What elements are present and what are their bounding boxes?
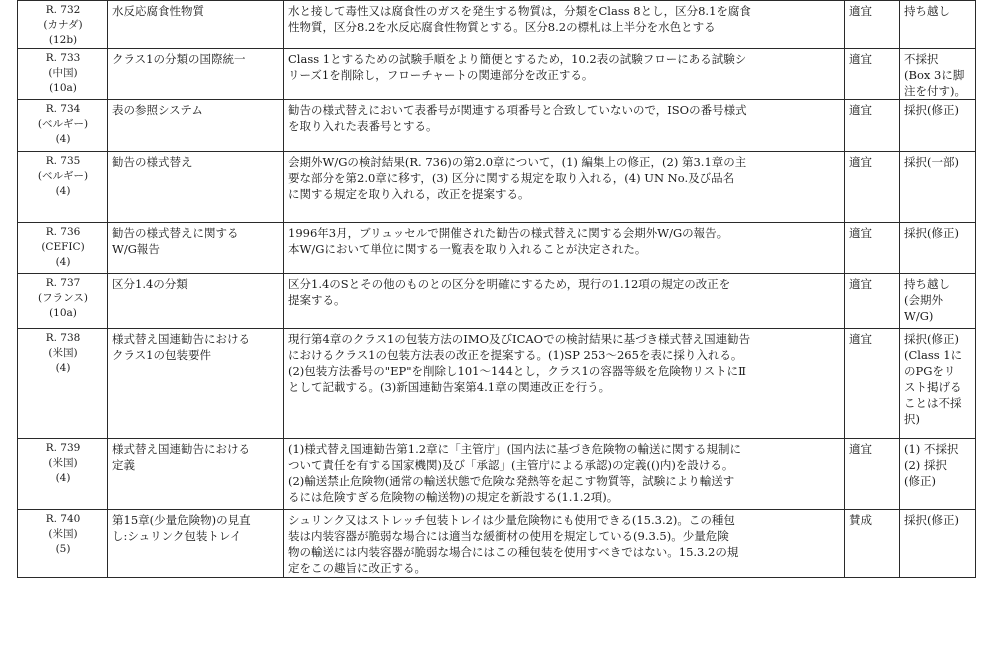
table-row bbox=[18, 329, 976, 439]
proposal-number: R. 732 bbox=[45, 4, 81, 16]
proposal-id-cell bbox=[18, 439, 108, 510]
proposer: (フランス) bbox=[38, 292, 88, 304]
position-cell: 適宜 bbox=[845, 100, 900, 152]
content-cell: 勧告の様式替えにおいて表番号が関連する項番号と合致していないので，ISOの番号様式 を取り入れた表番号とする。 bbox=[284, 100, 845, 152]
position-cell: 賛成 bbox=[845, 510, 900, 578]
result-cell: 採択(一部) bbox=[900, 152, 976, 223]
agenda-item: (4) bbox=[55, 185, 71, 197]
subject-cell: 勧告の様式替え bbox=[108, 152, 284, 223]
table-row bbox=[18, 439, 976, 510]
content-cell: 会期外W/Gの検討結果(R. 736)の第2.0章について，(1) 編集上の修正，(2) 第3.1章の主 要な部分を第2.0章に移す，(3) 区分に関する規定を取り入れる，(4) UN No.及び品名 に関する規定を取り入れる，改正を提案する。 bbox=[284, 152, 845, 223]
subject-cell: 表の参照システム bbox=[108, 100, 284, 152]
subject-cell: 区分1.4の分類 bbox=[108, 274, 284, 329]
table-row bbox=[18, 49, 976, 100]
proposal-id-cell bbox=[18, 274, 108, 329]
proposer: (CEFIC) bbox=[41, 241, 85, 253]
agenda-item: (4) bbox=[55, 472, 71, 484]
proposal-number: R. 733 bbox=[45, 52, 81, 64]
result-cell: 採択(修正) bbox=[900, 100, 976, 152]
subject-cell: 勧告の様式替えに関する W/G報告 bbox=[108, 223, 284, 274]
position-cell: 適宜 bbox=[845, 152, 900, 223]
agenda-item: (4) bbox=[55, 362, 71, 374]
table-row bbox=[18, 510, 976, 578]
proposal-number: R. 735 bbox=[45, 155, 81, 167]
proposal-table bbox=[17, 0, 976, 578]
content-cell: 現行第4章のクラス1の包装方法のIMO及びICAOでの検討結果に基づき様式替え国連勧告 におけるクラス1の包装方法表の改正を提案する。(1)SP 253～265を表に採り入れる。 (2)包装方法番号の"EP"を削除し101～144とし，クラス1の容器等級を危険物リストにⅡ として記載する。(3)新国連勧告案第4.1章の関連改正を行う。 bbox=[284, 329, 845, 439]
proposer: (中国) bbox=[48, 67, 78, 79]
result-cell: 不採択 (Box 3に脚 注を付す)。 bbox=[900, 49, 976, 100]
position-cell: 適宜 bbox=[845, 223, 900, 274]
position-cell: 適宜 bbox=[845, 1, 900, 49]
proposer: (ベルギー) bbox=[37, 118, 89, 130]
table-row bbox=[18, 223, 976, 274]
position-cell: 適宜 bbox=[845, 49, 900, 100]
table-row bbox=[18, 152, 976, 223]
proposer: (米国) bbox=[48, 528, 78, 540]
proposal-id-cell bbox=[18, 152, 108, 223]
content-cell: 区分1.4のSとその他のものとの区分を明確にするため，現行の1.12項の規定の改正を 提案する。 bbox=[284, 274, 845, 329]
proposer: (米国) bbox=[48, 457, 78, 469]
agenda-item: (10a) bbox=[49, 82, 77, 94]
content-cell: Class 1とするための試験手順をより簡便とするため，10.2表の試験フローにある試験シ リーズ1を削除し，フローチャートの関連部分を改正する。 bbox=[284, 49, 845, 100]
agenda-item: (4) bbox=[55, 256, 71, 268]
subject-cell: クラス1の分類の国際統一 bbox=[108, 49, 284, 100]
table-row bbox=[18, 274, 976, 329]
table-row bbox=[18, 1, 976, 49]
proposal-number: R. 738 bbox=[45, 332, 81, 344]
result-cell: 採択(修正) (Class 1に のPGをリ スト掲げる ことは不採 択) bbox=[900, 329, 976, 439]
proposer: (ベルギー) bbox=[37, 170, 89, 182]
result-cell: 採択(修正) bbox=[900, 510, 976, 578]
position-cell: 適宜 bbox=[845, 439, 900, 510]
subject-cell: 第15章(少量危険物)の見直 し:シュリンク包装トレイ bbox=[108, 510, 284, 578]
result-cell: (1) 不採択 (2) 採択 (修正) bbox=[900, 439, 976, 510]
position-cell: 適宜 bbox=[845, 274, 900, 329]
position-cell: 適宜 bbox=[845, 329, 900, 439]
proposal-id-cell bbox=[18, 329, 108, 439]
subject-cell: 水反応腐食性物質 bbox=[108, 1, 284, 49]
content-cell: シュリンク又はストレッチ包装トレイは少量危険物にも使用できる(15.3.2)。この種包 装は内装容器が脆弱な場合には適当な緩衝材の使用を規定している(9.3.5)。少量危険 物の輸送には内装容器が脆弱な場合にはこの種包装を使用すべきではない。15.3.2の規 定をこの趣旨に改正する。 bbox=[284, 510, 845, 578]
proposal-id-cell bbox=[18, 223, 108, 274]
agenda-item: (4) bbox=[55, 133, 71, 145]
result-cell: 持ち越し bbox=[900, 1, 976, 49]
proposal-number: R. 737 bbox=[45, 277, 81, 289]
agenda-item: (10a) bbox=[49, 307, 77, 319]
agenda-item: (12b) bbox=[48, 34, 78, 46]
proposer: (カナダ) bbox=[43, 19, 83, 31]
proposal-number: R. 734 bbox=[45, 103, 81, 115]
proposal-number: R. 740 bbox=[45, 513, 81, 525]
proposal-id-cell bbox=[18, 100, 108, 152]
result-cell: 持ち越し (会期外W/G) bbox=[900, 274, 976, 329]
subject-cell: 様式替え国連勧告における クラス1の包装要件 bbox=[108, 329, 284, 439]
proposal-id-cell bbox=[18, 1, 108, 49]
proposer: (米国) bbox=[48, 347, 78, 359]
content-cell: (1)様式替え国連勧告第1.2章に「主管庁」(国内法に基づき危険物の輸送に関する規制に ついて責任を有する国家機関)及び「承認」(主管庁による承認)の定義(()内)を設ける。 (2)輸送禁止危険物(通常の輸送状態で危険な発熱等を起こす物質等，試験により輸送す るには危険すぎる危険物の輸送物)の規定を新設する(1.1.2項)。 bbox=[284, 439, 845, 510]
proposal-id-cell bbox=[18, 49, 108, 100]
agenda-item: (5) bbox=[55, 543, 71, 555]
proposal-number: R. 736 bbox=[45, 226, 81, 238]
proposal-id-cell bbox=[18, 510, 108, 578]
result-cell: 採択(修正) bbox=[900, 223, 976, 274]
content-cell: 水と接して毒性又は腐食性のガスを発生する物質は，分類をClass 8とし，区分8.1を腐食 性物質，区分8.2を水反応腐食性物質とする。区分8.2の標札は上半分を水色とする bbox=[284, 1, 845, 49]
subject-cell: 様式替え国連勧告における 定義 bbox=[108, 439, 284, 510]
table-row bbox=[18, 100, 976, 152]
content-cell: 1996年3月，ブリュッセルで開催された勧告の様式替えに関する会期外W/Gの報告。 本W/Gにおいて単位に関する一覧表を取り入れることが決定された。 bbox=[284, 223, 845, 274]
proposal-number: R. 739 bbox=[45, 442, 81, 454]
